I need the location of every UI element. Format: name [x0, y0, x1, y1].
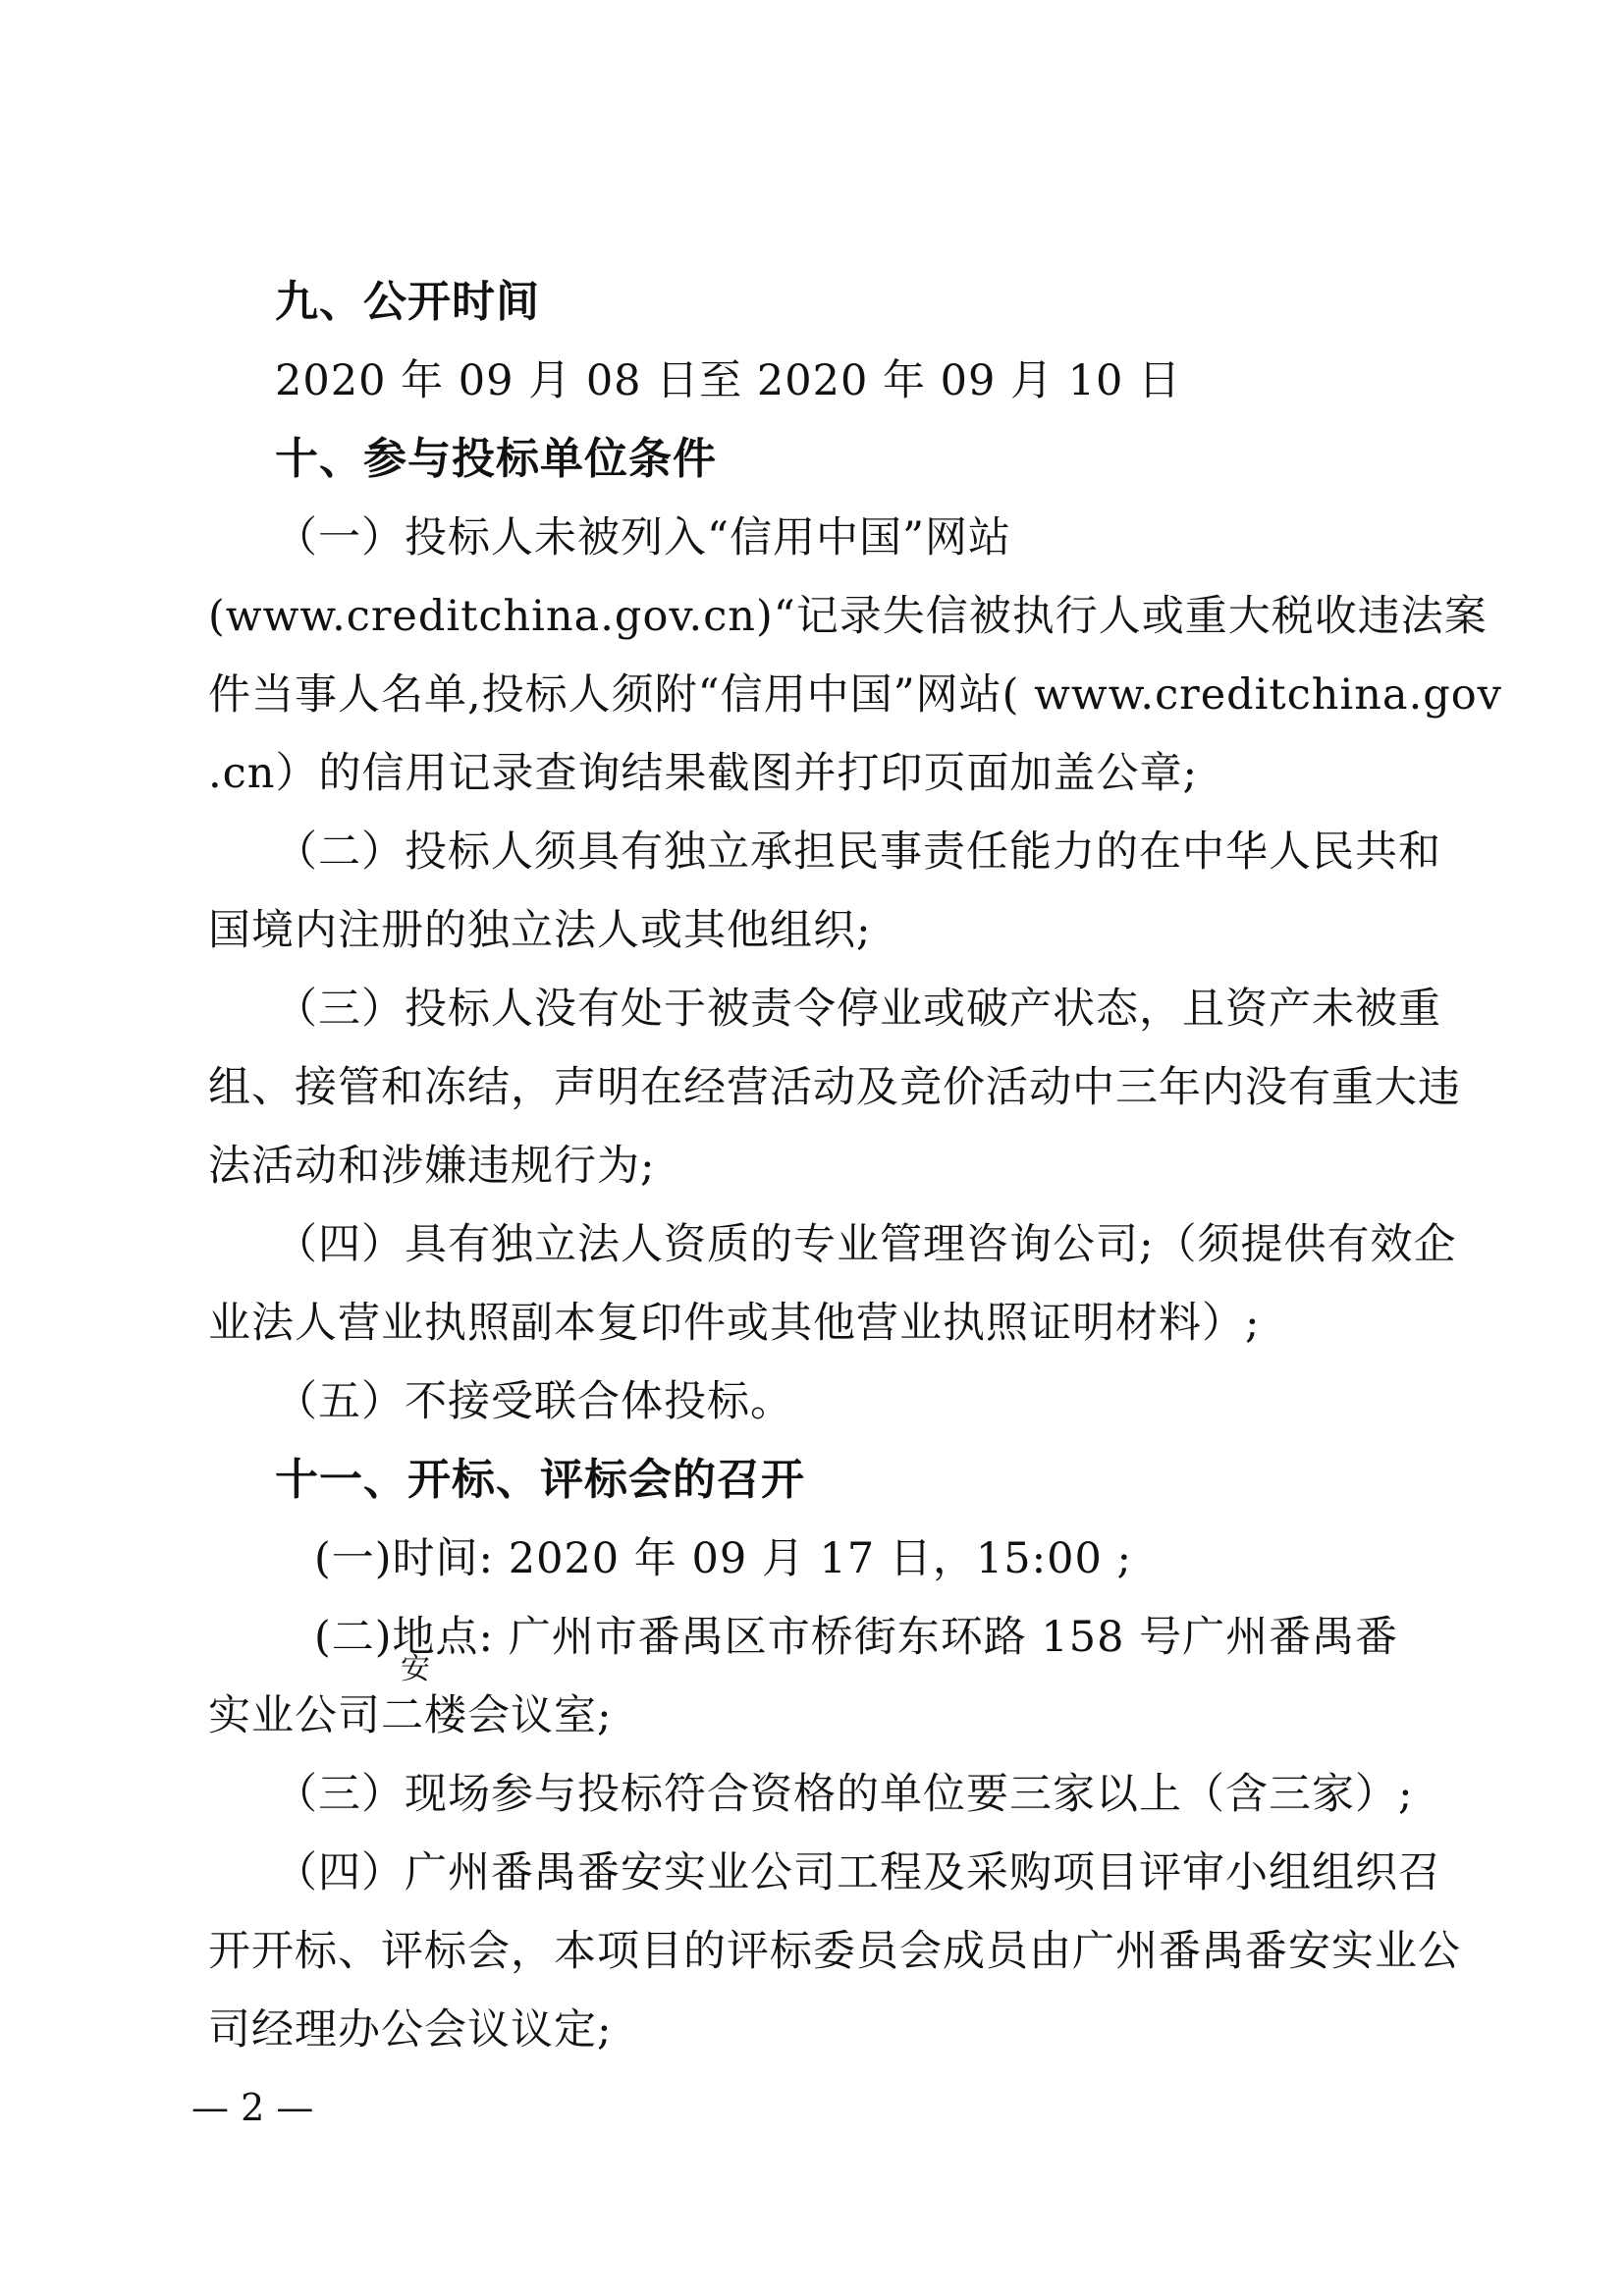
paragraph-line: （二）投标人须具有独立承担民事责任能力的在中华人民共和: [275, 828, 1441, 877]
paragraph-line: （三）现场参与投标符合资格的单位要三家以上（含三家）;: [275, 1770, 1414, 1819]
paragraph-line: （四）具有独立法人资质的专业管理咨询公司;（须提供有效企: [275, 1220, 1457, 1269]
page-number: — 2 —: [191, 2086, 314, 2129]
paragraph-line: （一）投标人未被列入“信用中国”网站: [275, 513, 1011, 562]
paragraph-line: 件当事人名单,投标人须附“信用中国”网站( www.creditchina.gov: [208, 670, 1502, 720]
paragraph-line: 业法人营业执照副本复印件或其他营业执照证明材料）;: [208, 1299, 1261, 1348]
paragraph-line: 法活动和涉嫌违规行为;: [208, 1142, 656, 1191]
section-heading-eleven: 十一、开标、评标会的召开: [275, 1455, 805, 1505]
paragraph-line: 国境内注册的独立法人或其他组织;: [208, 906, 872, 955]
paragraph-line: 组、接管和冻结，声明在经营活动及竞价活动中三年内没有重大违: [208, 1063, 1461, 1112]
paragraph-line: （四）广州番禺番安实业公司工程及采购项目评审小组组织召: [275, 1848, 1441, 1897]
paragraph-line: （五）不接受联合体投标。: [275, 1377, 793, 1426]
paragraph-line: 司经理办公会议议定;: [208, 2005, 613, 2055]
paragraph-line: (二)地点: 广州市番禺区市桥街东环路 158 号广州番禺番: [314, 1613, 1399, 1662]
paragraph-line: 开开标、评标会，本项目的评标委员会成员由广州番禺番安实业公: [208, 1927, 1461, 1976]
paragraph-line: (一)时间: 2020 年 09 月 17 日，15:00 ;: [314, 1534, 1132, 1583]
paragraph-line: (www.creditchina.gov.cn)“记录失信被执行人或重大税收违法案: [208, 592, 1488, 641]
section-heading-nine: 九、公开时间: [275, 277, 540, 327]
paragraph-line: 实业公司二楼会议室;: [208, 1691, 613, 1740]
paragraph-line: .cn）的信用记录查询结果截图并打印页面加盖公章;: [208, 749, 1198, 798]
paragraph-line: （三）投标人没有处于被责令停业或破产状态，且资产未被重: [275, 985, 1441, 1034]
section-heading-ten: 十、参与投标单位条件: [275, 434, 717, 484]
overlapping-character: 安: [401, 1652, 430, 1686]
date-range-line: 2020 年 09 月 08 日至 2020 年 09 月 10 日: [275, 356, 1182, 405]
